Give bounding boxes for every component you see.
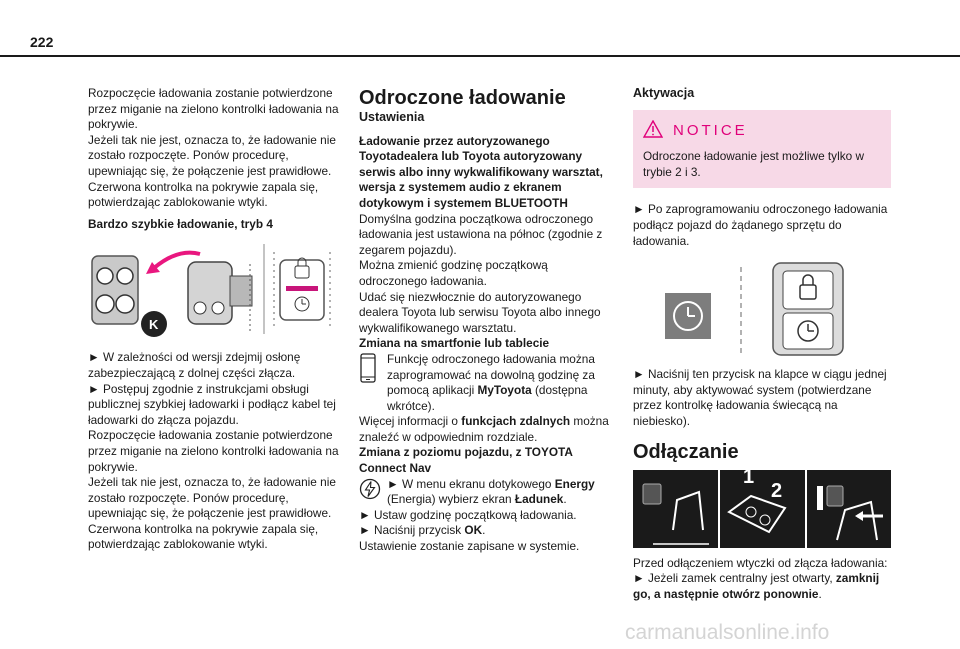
charge-button-illustration (633, 259, 891, 359)
key-fob-steps-image (633, 465, 891, 548)
section-title: Odroczone ładowanie (359, 87, 566, 109)
paragraph: Jeżeli tak nie jest, oznacza to, że ładowanie nie zostało rozpoczęte. Ponów procedurę, upewniając się, że połączenie jest prawidłowe. (88, 132, 336, 178)
energy-icon (359, 477, 381, 508)
column-left (88, 86, 342, 553)
bullet: ► W zależności od wersji zdejmij osłonę zabezpieczającą z dolnej części złącza. (88, 350, 301, 380)
column-middle (359, 86, 612, 555)
paragraph: Udać się niezwłocznie do autoryzowanego dealera Toyota lub serwisu Toyota albo innego wykwalifikowanego warsztatu. (359, 289, 601, 335)
smartphone-text: Funkcję odroczonego ładowania można zaprogramować na dowolną godzinę za pomocą aplikacji MyToyota (dostępna wkrótce). (387, 351, 595, 413)
activation-heading: Aktywacja (633, 86, 695, 100)
disconnect-heading: Odłączanie (633, 440, 739, 463)
charge-connector-image (88, 242, 342, 338)
paragraph: Można zmienić godzinę początkową odroczonego ładowania. (359, 258, 548, 288)
watermark: carmanualsonline.info (625, 621, 830, 644)
paragraph: Przed odłączeniem wtyczki od złącza ładowania: (633, 555, 888, 570)
paragraph: Więcej informacji o funkcjach zdalnych można znaleźć w odpowiednim rozdziale. (359, 414, 609, 444)
paragraph: Rozpoczęcie ładowania zostanie potwierdzone przez miganie na zielono kontrolki ładowania na pokrywie. (88, 428, 339, 474)
bullet: ► Po zaprogramowaniu odroczonego ładowania podłącz pojazd do żądanego sprzętu do ładowania. (633, 202, 888, 248)
smartphone-block (359, 352, 612, 414)
notice-title: NOTICE (673, 121, 748, 139)
notice-box (633, 110, 891, 189)
bullet: ► Postępuj zgodnie z instrukcjami obsługi publicznej szybkiej ładowarki i podłącz kabel tej ładowarki do złącza pojazdu. (88, 381, 336, 427)
column-right (633, 86, 891, 602)
smartphone-icon (359, 352, 381, 414)
paragraph: Domyślna godzina początkowa odroczonego ładowania jest ustawiona na północ (zgodnie z zegarem pojazdu). (359, 211, 603, 257)
paragraph: Jeżeli tak nie jest, oznacza to, że ładowanie nie zostało rozpoczęte. Ponów procedurę, upewniając się, że połączenie jest prawidłowe. (88, 475, 336, 521)
notice-text: Odroczone ładowanie jest możliwe tylko w trybie 2 i 3. (643, 149, 864, 179)
disconnect-illustration (633, 465, 891, 548)
section-subtitle: Ustawienia (359, 110, 425, 124)
paragraph: Czerwona kontrolka na pokrywie zapala się, potwierdzając zablokowanie wtyki. (88, 521, 319, 552)
notice-header (643, 120, 881, 142)
bullet: ► W menu ekranu dotykowego Energy (Energia) wybierz ekran Ładunek. (387, 476, 595, 507)
step-number-2: 2 (771, 479, 783, 502)
energy-block (359, 477, 612, 508)
k-badge-label: K (149, 317, 159, 333)
paragraph: Czerwona kontrolka na pokrywie zapala się, potwierdzając zablokowanie wtyki. (88, 179, 319, 210)
header-rule (0, 55, 960, 57)
bullet: ► Jeżeli zamek centralny jest otwarty, zamknij go, a następnie otwórz ponownie. (633, 571, 880, 601)
bold-paragraph: Ładowanie przez autoryzowanego Toyotadealera lub Toyota autoryzowany serwis albo inny wykwalifikowany warsztat, wersja z systemem audio z ekranem dotykowym i systemem BLUETOOTH (359, 133, 603, 210)
bullet: ► Naciśnij ten przycisk na klapce w ciągu jednej minuty, aby aktywować system (potwierdzane przez kontrolkę ładowania świecącą na niebiesko). (633, 367, 887, 428)
vehicle-heading: Zmiana z poziomu pojazdu, z TOYOTA Connect Nav (359, 445, 573, 476)
page-number: 222 (30, 34, 54, 50)
warning-icon (643, 120, 663, 142)
bullet: ► Naciśnij przycisk OK. (359, 523, 486, 538)
paragraph: Rozpoczęcie ładowania zostanie potwierdzone przez miganie na zielono kontrolki ładowania na pokrywie. (88, 86, 339, 132)
fast-charge-illustration (88, 242, 342, 338)
bullet: ► Ustaw godzinę początkową ładowania. (359, 507, 577, 522)
paragraph: Ustawienie zostanie zapisane w systemie. (359, 539, 580, 554)
smartphone-heading: Zmiana na smartfonie lub tablecie (359, 336, 550, 351)
timer-button-image (633, 259, 891, 359)
subheading: Bardzo szybkie ładowanie, tryb 4 (88, 216, 273, 231)
step-number-1: 1 (743, 465, 755, 488)
